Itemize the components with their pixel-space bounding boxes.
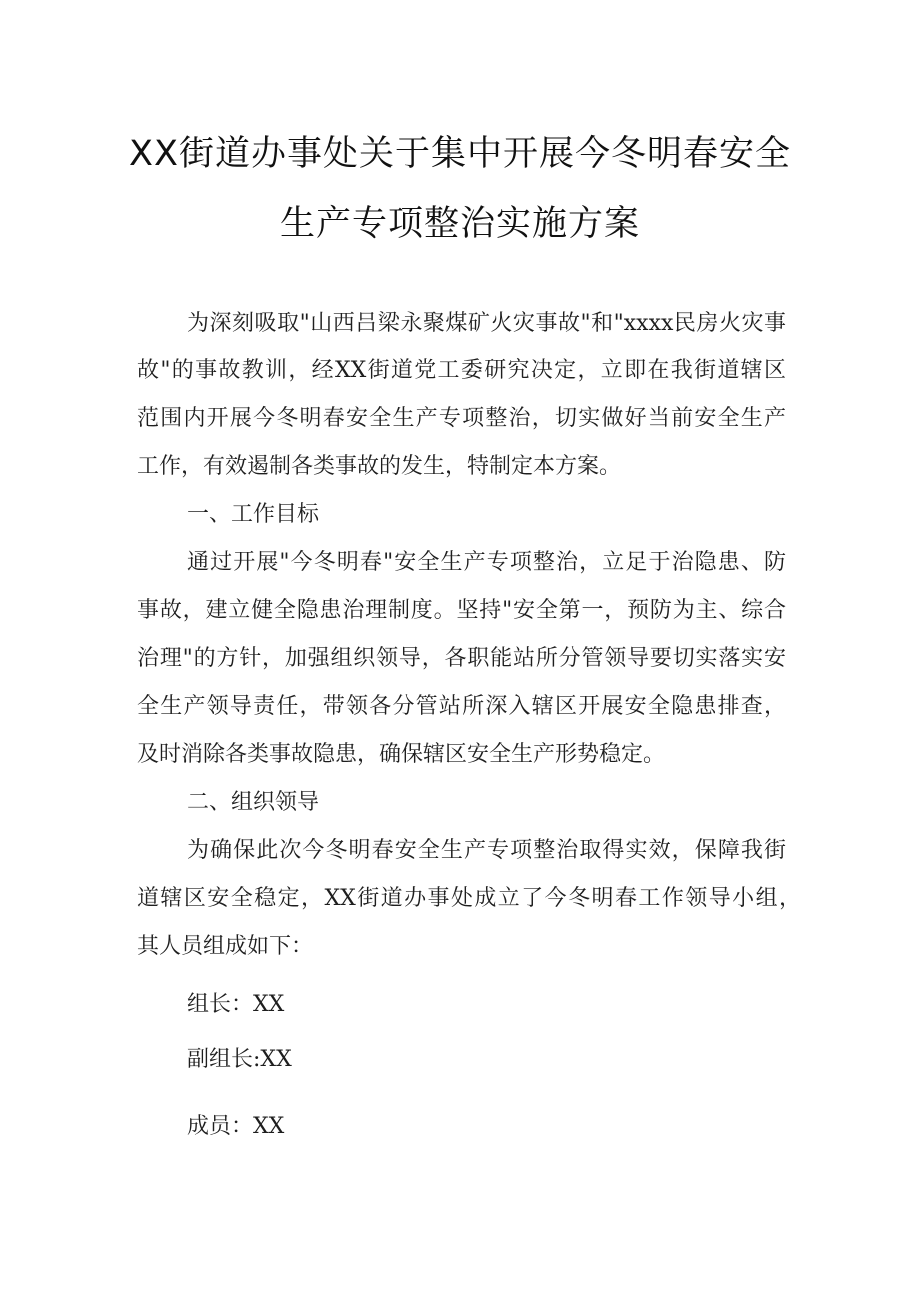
section-1-line-2: 事故，建立健全隐患治理制度。坚持"安全第一，预防为主、综合 [137, 598, 786, 623]
section-1-line-3: 治理"的方针，加强组织领导，各职能站所分管领导要切实落实安 [137, 646, 786, 671]
intro-line-4: 工作，有效遏制各类事故的发生，特制定本方案。 [137, 454, 622, 479]
intro-line-2: 故"的事故教训，经XX街道党工委研究决定，立即在我街道辖区 [137, 358, 786, 383]
section-1-line-5: 及时消除各类事故隐患，确保辖区安全生产形势稳定。 [137, 742, 666, 767]
section-2-line-3: 其人员组成如下： [137, 934, 314, 959]
section-1-heading: 一、工作目标 [187, 502, 320, 527]
section-1-line-4: 全生产领导责任，带领各分管站所深入辖区开展安全隐患排查， [137, 694, 786, 719]
intro-line-3: 范围内开展今冬明春安全生产专项整治，切实做好当前安全生产 [137, 406, 786, 431]
intro-line-1: 为深刻吸取"山西吕梁永聚煤矿火灾事故"和"xxxx民房火灾事 [187, 311, 786, 336]
section-1-line-1: 通过开展"今冬明春"安全生产专项整治，立足于治隐患、防 [187, 550, 786, 575]
section-2-heading: 二、组织领导 [187, 790, 320, 815]
section-2-line-1: 为确保此次今冬明春安全生产专项整治取得实效，保障我街 [187, 838, 786, 863]
document-title-line-2: 生产专项整治实施方案 [279, 204, 640, 244]
section-2-line-2: 道辖区安全稳定，XX街道办事处成立了今冬明春工作领导小组， [137, 886, 801, 911]
member-members: 成员：XX [187, 1114, 285, 1139]
member-group-leader: 组长：XX [187, 992, 285, 1017]
member-deputy-leader: 副组长:XX [187, 1047, 292, 1072]
document-title-line-1: XX街道办事处关于集中开展今冬明春安全 [129, 134, 791, 174]
